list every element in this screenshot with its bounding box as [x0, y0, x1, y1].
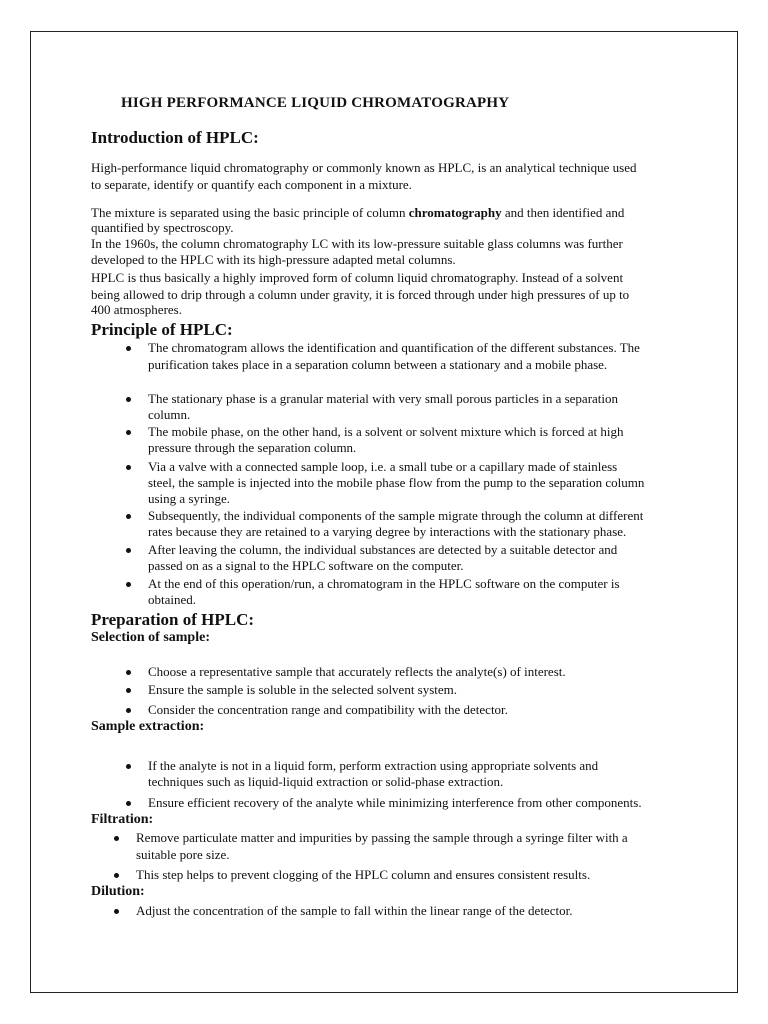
filtration-heading: Filtration:	[91, 812, 154, 827]
principle-bullet-3-line-2: pressure through the separation column.	[148, 440, 357, 455]
bullet-icon	[126, 548, 131, 553]
filtration-bullet-2: This step helps to prevent clogging of the HPLC column and ensures consistent results.	[136, 867, 591, 882]
extraction-bullet-1-line-2: techniques such as liquid-liquid extraction or solid-phase extraction.	[148, 774, 504, 789]
bullet-icon	[126, 801, 131, 806]
bullet-icon	[126, 346, 131, 351]
principle-bullet-7-line-1: At the end of this operation/run, a chromatogram in the HPLC software on the computer is	[148, 576, 620, 591]
intro-paragraph-2-line-2: quantified by spectroscopy.	[91, 220, 234, 235]
bullet-icon	[126, 670, 131, 675]
intro-text-a: The mixture is separated using the basic principle of column	[91, 205, 409, 220]
intro-heading: Introduction of HPLC:	[91, 128, 259, 147]
principle-bullet-4-line-2: steel, the sample is injected into the mobile phase flow from the pump to the separation column	[148, 475, 645, 490]
bullet-icon	[126, 582, 131, 587]
intro-paragraph-1-line-2: to separate, identify or quantify each component in a mixture.	[91, 177, 412, 192]
bullet-icon	[126, 465, 131, 470]
selection-heading: Selection of sample:	[91, 630, 210, 645]
intro-paragraph-2-line-7: 400 atmospheres.	[91, 302, 182, 317]
principle-bullet-2-line-2: column.	[148, 407, 191, 422]
principle-bullet-2-line-1: The stationary phase is a granular material with very small porous particles in a separation	[148, 391, 619, 406]
filtration-bullet-1-line-1: Remove particulate matter and impurities by passing the sample through a syringe filter with a	[136, 830, 628, 845]
bullet-icon	[114, 873, 119, 878]
extraction-bullet-1-line-1: If the analyte is not in a liquid form, perform extraction using appropriate solvents and	[148, 758, 599, 773]
intro-paragraph-2-line-3: In the 1960s, the column chromatography LC with its low-pressure suitable glass columns was further	[91, 236, 623, 251]
bullet-icon	[126, 397, 131, 402]
selection-bullet-2: Ensure the sample is soluble in the selected solvent system.	[148, 682, 458, 697]
selection-bullet-1: Choose a representative sample that accurately reflects the analyte(s) of interest.	[148, 664, 566, 679]
principle-bullet-4-line-3: using a syringe.	[148, 491, 230, 506]
dilution-bullet-1: Adjust the concentration of the sample to fall within the linear range of the detector.	[136, 903, 573, 918]
preparation-heading: Preparation of HPLC:	[91, 610, 255, 629]
document-title: HIGH PERFORMANCE LIQUID CHROMATOGRAPHY	[121, 95, 510, 111]
intro-paragraph-2-line-5: HPLC is thus basically a highly improved form of column liquid chromatography. Instead of a solvent	[91, 270, 624, 285]
extraction-bullet-2: Ensure efficient recovery of the analyte while minimizing interference from other components.	[148, 795, 642, 810]
principle-bullet-6-line-1: After leaving the column, the individual substances are detected by a suitable detector and	[148, 542, 618, 557]
principle-bullet-5-line-1: Subsequently, the individual components of the sample migrate through the column at different	[148, 508, 644, 523]
intro-bold-term: chromatography	[408, 205, 502, 220]
principle-bullet-3-line-1: The mobile phase, on the other hand, is a solvent or solvent mixture which is forced at high	[148, 424, 624, 439]
principle-bullet-6-line-2: passed on as a signal to the HPLC software on the computer.	[148, 558, 464, 573]
bullet-icon	[114, 836, 119, 841]
principle-bullet-4-line-1: Via a valve with a connected sample loop, i.e. a small tube or a capillary made of stainless	[148, 459, 618, 474]
intro-text-c: and then identified and	[501, 205, 625, 220]
principle-heading: Principle of HPLC:	[91, 320, 233, 339]
bullet-icon	[126, 764, 131, 769]
filtration-bullet-1-line-2: suitable pore size.	[136, 847, 230, 862]
bullet-icon	[126, 708, 131, 713]
selection-bullet-3: Consider the concentration range and compatibility with the detector.	[148, 702, 508, 717]
intro-paragraph-1-line-1: High-performance liquid chromatography or commonly known as HPLC, is an analytical technique used	[91, 160, 637, 175]
bullet-icon	[126, 430, 131, 435]
principle-bullet-7-line-2: obtained.	[148, 592, 197, 607]
principle-bullet-5-line-2: rates because they are retained to a varying degree by interactions with the stationary phase.	[148, 524, 627, 539]
bullet-icon	[114, 909, 119, 914]
principle-bullet-1-line-2: purification takes place in a separation column between a stationary and a mobile phase.	[148, 357, 608, 372]
extraction-heading: Sample extraction:	[91, 719, 205, 734]
intro-paragraph-2-line-4: developed to the HPLC with its high-pressure adapted metal columns.	[91, 252, 456, 267]
bullet-icon	[126, 514, 131, 519]
principle-bullet-1-line-1: The chromatogram allows the identification and quantification of the different substances. The	[148, 340, 640, 355]
intro-paragraph-2-line-1	[91, 205, 624, 221]
bullet-icon	[126, 688, 131, 693]
dilution-heading: Dilution:	[91, 884, 145, 899]
intro-paragraph-2-line-6: being allowed to drip through a column under gravity, it is forced through under high pressures of up to	[91, 287, 630, 302]
